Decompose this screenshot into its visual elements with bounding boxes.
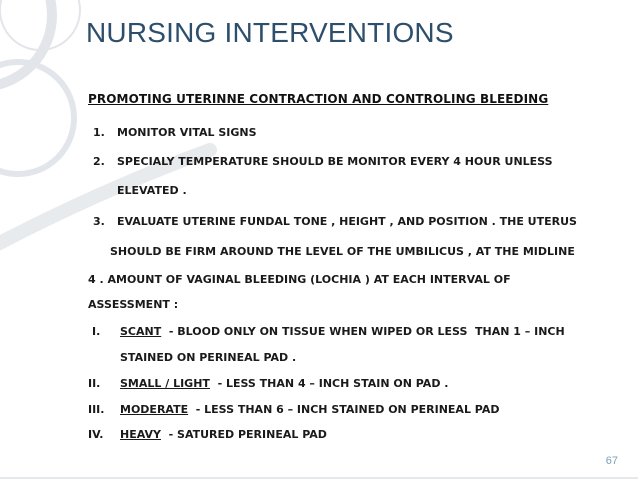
sub-item-number: I.: [92, 325, 101, 338]
sub-item-description: - LESS THAN 6 – INCH STAINED ON PERINEAL PAD: [188, 403, 500, 416]
sub-item-term: MODERATE: [120, 403, 189, 416]
sub-item-term: SMALL / LIGHT: [120, 377, 210, 390]
item-number: 3.: [93, 215, 105, 228]
page-number: 67: [605, 455, 618, 467]
sub-item-description: - SATURED PERINEAL PAD: [160, 428, 327, 441]
sub-item-description: - LESS THAN 4 – INCH STAIN ON PAD .: [209, 377, 449, 390]
section-heading: PROMOTING UTERINNE CONTRACTION AND CONTROLING BLEEDING: [88, 92, 549, 106]
sub-item-number: II.: [88, 377, 101, 390]
item-text: EVALUATE UTERINE FUNDAL TONE , HEIGHT , AND POSITION . THE UTERUS: [117, 215, 577, 228]
sub-item-text-continued: STAINED ON PERINEAL PAD .: [120, 351, 297, 364]
sub-item-row: [120, 428, 327, 441]
item-number: 2.: [93, 155, 105, 168]
sub-item-description: - BLOOD ONLY ON TISSUE WHEN WIPED OR LESS THAN 1 – INCH: [161, 325, 565, 338]
item-text: 4 . AMOUNT OF VAGINAL BLEEDING (LOCHIA ) AT EACH INTERVAL OF: [88, 273, 511, 286]
item-text: SPECIALY TEMPERATURE SHOULD BE MONITOR EVERY 4 HOUR UNLESS: [117, 155, 553, 168]
deco-ring-small: [0, 0, 80, 50]
sub-item-row: [120, 403, 499, 416]
sub-item-number: IV.: [88, 428, 104, 441]
item-number: 1.: [93, 126, 105, 139]
item-text-continued: ASSESSMENT :: [88, 298, 179, 311]
item-text-continued: ELEVATED .: [117, 184, 187, 197]
item-text-continued: SHOULD BE FIRM AROUND THE LEVEL OF THE UMBILICUS , AT THE MIDLINE: [110, 245, 575, 258]
sub-item-row: [120, 377, 448, 390]
deco-ring-top: [0, 0, 52, 87]
item-text: MONITOR VITAL SIGNS: [117, 126, 257, 139]
sub-item-row: [120, 325, 565, 338]
slide-title: NURSING INTERVENTIONS: [86, 17, 454, 48]
sub-item-term: SCANT: [120, 325, 162, 338]
sub-item-number: III.: [88, 403, 105, 416]
sub-item-term: HEAVY: [120, 428, 161, 441]
